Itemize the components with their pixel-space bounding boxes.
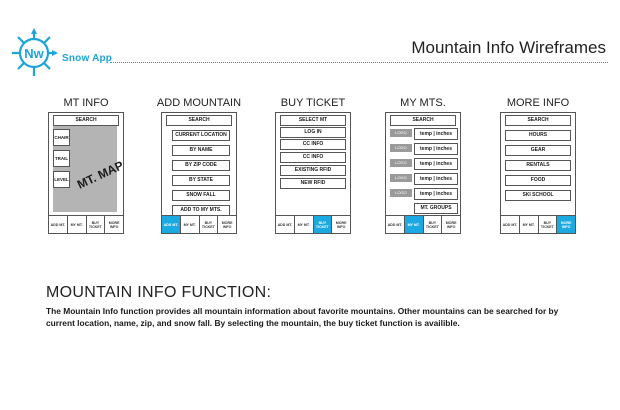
mountain-row[interactable] xyxy=(390,158,456,169)
tab-add-mt[interactable]: ADD MT. xyxy=(276,216,295,233)
tab-add-mt[interactable]: ADD MT. xyxy=(386,216,405,233)
existing-rfid-button[interactable]: EXISTING RFID xyxy=(280,165,346,176)
mountain-row[interactable] xyxy=(390,188,456,199)
cc-info-button[interactable]: CC INFO xyxy=(280,139,346,150)
by-zip-code-button[interactable]: BY ZIP CODE xyxy=(172,160,230,171)
level-button[interactable]: LEVEL xyxy=(53,171,70,188)
search-button[interactable]: SEARCH xyxy=(166,115,232,126)
log-in-button[interactable]: LOG IN xyxy=(280,127,346,138)
tab-add-mt[interactable]: ADD MT. xyxy=(501,216,520,233)
mountain-logo: LOGO xyxy=(390,129,412,137)
add-to-my-mts-button[interactable]: ADD TO MY MTS. xyxy=(172,205,230,216)
select-mt-button[interactable]: SELECT MT xyxy=(280,115,346,126)
tab-buy-ticket[interactable]: BUY TICKET xyxy=(87,216,106,233)
phone-frame xyxy=(161,112,237,234)
panel-title: MORE INFO xyxy=(506,97,570,109)
tab-my-mt[interactable]: MY MT. xyxy=(68,216,87,233)
app-name: Snow App xyxy=(62,53,113,64)
new-rfid-button[interactable]: NEW RFID xyxy=(280,178,346,189)
compass-logo-icon xyxy=(10,28,58,78)
panel-title: ADD MOUNTAIN xyxy=(156,97,242,109)
tab-my-mt[interactable]: MY MT. xyxy=(520,216,539,233)
tab-more-info[interactable]: MORE INFO xyxy=(557,216,575,233)
tab-bar xyxy=(49,215,123,233)
mountain-row[interactable] xyxy=(390,173,456,184)
panel-title: MT INFO xyxy=(63,97,109,109)
chair-button[interactable]: CHAIR xyxy=(53,129,70,146)
by-state-button[interactable]: BY STATE xyxy=(172,175,230,186)
panel-title: MY MTS. xyxy=(400,97,446,109)
phone-frame xyxy=(500,112,576,234)
food-button[interactable]: FOOD xyxy=(505,175,571,186)
cc-info-button-2[interactable]: CC INFO xyxy=(280,152,346,163)
trail-button[interactable]: TRAIL xyxy=(53,150,70,167)
gear-button[interactable]: GEAR xyxy=(505,145,571,156)
snow-fall-button[interactable]: SNOW FALL xyxy=(172,190,230,201)
tab-more-info[interactable]: MORE INFO xyxy=(108,220,120,229)
map-label: MT. MAP xyxy=(75,158,126,192)
tab-bar xyxy=(162,215,236,233)
tab-bar xyxy=(276,215,350,233)
tab-buy-ticket[interactable]: BUY TICKET xyxy=(314,216,333,233)
header-divider xyxy=(110,62,608,63)
tab-bar xyxy=(501,215,575,233)
mountain-conditions: temp | inches xyxy=(414,173,458,185)
tab-bar xyxy=(386,215,460,233)
phone-frame xyxy=(275,112,351,234)
function-title: MOUNTAIN INFO FUNCTION: xyxy=(46,284,272,301)
mountain-logo: LOGO xyxy=(390,159,412,167)
mountain-row[interactable] xyxy=(390,128,456,139)
phone-frame xyxy=(385,112,461,234)
logo-letters: Nw xyxy=(24,46,44,61)
mountain-conditions: temp | inches xyxy=(414,188,458,200)
tab-buy-ticket[interactable]: BUY TICKET xyxy=(539,216,558,233)
rentals-button[interactable]: RENTALS xyxy=(505,160,571,171)
mountain-conditions: temp | inches xyxy=(414,128,458,140)
panel-title: BUY TICKET xyxy=(280,97,346,109)
phone-frame xyxy=(48,112,124,234)
mt-groups-button[interactable]: MT. GROUPS xyxy=(414,203,458,214)
search-button[interactable]: SEARCH xyxy=(505,115,571,126)
tab-buy-ticket[interactable]: BUY TICKET xyxy=(200,216,219,233)
tab-my-mt[interactable]: MY MT. xyxy=(181,216,200,233)
ski-school-button[interactable]: SKI SCHOOL xyxy=(505,190,571,201)
tab-my-mt[interactable]: MY MT. xyxy=(295,216,314,233)
tab-add-mt[interactable]: ADD MT. xyxy=(49,216,68,233)
search-button[interactable]: SEARCH xyxy=(53,115,119,126)
tab-my-mt[interactable]: MY MT. xyxy=(405,216,424,233)
page-title: Mountain Info Wireframes xyxy=(411,38,606,57)
search-button[interactable]: SEARCH xyxy=(390,115,456,126)
tab-add-mt[interactable]: ADD MT. xyxy=(162,216,181,233)
app-logo xyxy=(10,28,58,78)
current-location-button[interactable]: CURRENT LOCATION xyxy=(172,130,230,141)
tab-buy-ticket[interactable]: BUY TICKET xyxy=(424,216,443,233)
mountain-row[interactable] xyxy=(390,143,456,154)
function-description: The Mountain Info function provides all mountain information about favorite mountains. Other mountains can be searched for by current location, name, zip, and snow fall. By selecting the mountain, the buy ticket function is availible. xyxy=(46,306,559,328)
tab-more-info[interactable]: MORE INFO xyxy=(445,220,457,229)
tab-more-info[interactable]: MORE INFO xyxy=(335,220,347,229)
hours-button[interactable]: HOURS xyxy=(505,130,571,141)
mountain-conditions: temp | inches xyxy=(414,158,458,170)
by-name-button[interactable]: BY NAME xyxy=(172,145,230,156)
tab-more-info[interactable]: MORE INFO xyxy=(221,220,233,229)
mountain-logo: LOGO xyxy=(390,144,412,152)
mountain-logo: LOGO xyxy=(390,174,412,182)
mountain-conditions: temp | inches xyxy=(414,143,458,155)
mountain-logo: LOGO xyxy=(390,189,412,197)
